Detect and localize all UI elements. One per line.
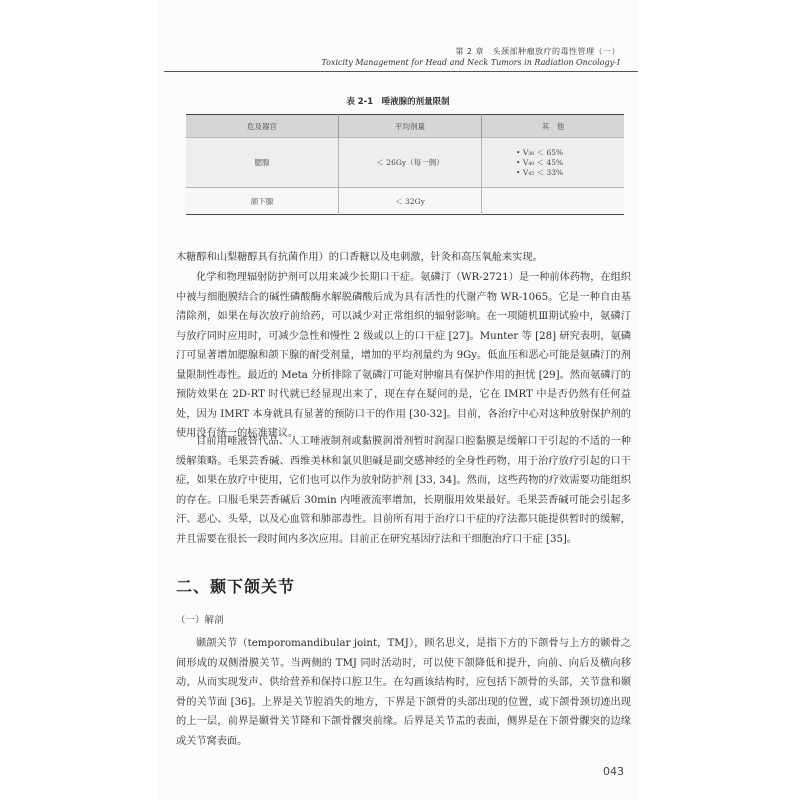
paragraph: 化学和物理辐射防护剂可以用来减少长期口干症。氨磷汀（WR-2721）是一种前体药物，在组织中被与细胞膜结合的碱性磷酸酶水解脱磷酸后成为具有活性的代谢产物 WR-1065。它是一种自由基清除剂，如果在每次放疗前给药，可以减少对正常组织的辐射影响。在一项随机Ⅲ期试验中，氨磷汀与放疗同时应用时，可减少急性和慢性 2 级或以上的口干症 [27]。Munter 等 [28] 研究表明，氨磷汀可显著增加腮腺和颌下腺的耐受剂量，增加的平均剂量约为 9Gy。低血压和恶心可能是氨磷汀的剂量限制性毒性。最近的 Meta 分析排除了氨磷汀可能对肿瘤具有保护作用的担忧 [29]。然而氨磷汀的预防效果在 2D-RT 时代就已经显现出来了，现在存在疑问的是，它在 IMRT 中是否仍然有任何益处，因为 IMRT 本身就具有显著的预防口干的作用 [30-32]。目前，各治疗中心对这种放射保护剂的使用没有统一的标准建议。	[176, 272, 631, 439]
paragraph: 目前用唾液替代品、人工唾液制剂或黏膜润滑剂暂时润湿口腔黏膜是缓解口干引起的不适的一种缓解策略。毛果芸香碱、西维美林和氯贝胆碱是副交感神经的全身性药物，用于治疗放疗引起的口干症，如果在放疗中使用，它们也可以作为放射防护剂 [33, 34]。然而，这些药物的疗效需要功能组织的存在。口服毛果芸香碱后 30min 内唾液流率增加，长期服用效果最好。毛果芸香碱可能会引起多汗、恶心、头晕，以及心血管和肺部毒性。目前所有用于治疗口干症的疗法都只能提供暂时的缓解，并且需要在很长一段时间内多次应用。目前正在研究基因疗法和干细胞治疗口干症 [35]。	[176, 436, 631, 545]
organ-cell: 腮腺	[186, 138, 339, 188]
column-header: 危及器官	[186, 115, 339, 138]
mean-dose-cell: ＜ 26Gy（每一侧）	[339, 138, 482, 188]
book-page	[158, 0, 638, 800]
mean-dose-cell: ＜ 32Gy	[339, 188, 482, 215]
running-header	[321, 46, 620, 68]
paragraph: 颞颌关节（temporomandibular joint，TMJ），顾名思义，是指下方的下颌骨与上方的颞骨之间形成的双侧滑膜关节。当两侧的 TMJ 同时活动时，可以使下颌降低和提升，向前、向后及横向移动，从而实现发声、供给营养和保持口腔卫生。在勾画该结构时，应包括下颌骨的头部，关节盘和颞骨的关节面 [36]。上界是关节腔消失的地方，下界是下颌骨的头部出现的位置，或下颌骨颈切迹出现的上一层，前界是颞骨关节隆和下颌骨髁突前缘。后界是关节盂的表面，侧界是在下颌骨髁突的边缘或关节窝表面。	[176, 638, 631, 747]
subsection-heading: （一）解剖	[176, 615, 224, 626]
table-caption: 表 2-1 唾液腺的剂量限制	[346, 97, 450, 107]
dose-limit-table	[186, 114, 624, 215]
chapter-subtitle: Toxicity Management for Head and Neck Tumors in Radiation Oncology-I	[321, 58, 620, 67]
table-row	[186, 138, 624, 188]
column-header: 平均剂量	[339, 115, 482, 138]
limit-item: • V₄₀ ＜ 45%	[516, 158, 623, 168]
paragraph: 木糖醇和山梨糖醇具有抗菌作用）的口香糖以及电刺激，针灸和高压氧舱来实现。	[176, 252, 543, 263]
section-heading: 二、颞下颌关节	[176, 577, 296, 596]
other-limits-cell	[482, 138, 625, 188]
other-limits-cell	[482, 188, 625, 215]
page-number: 043	[603, 765, 624, 778]
table-row	[186, 188, 624, 215]
limit-item: • V₄₅ ＜ 33%	[516, 168, 623, 178]
table-header-row	[186, 115, 624, 138]
chapter-title: 第 2 章 头颈部肿瘤放疗的毒性管理（一）	[455, 47, 620, 56]
header-rule	[164, 71, 638, 72]
limit-item: • V₃₀ ＜ 65%	[516, 148, 623, 158]
column-header: 其 他	[482, 115, 625, 138]
organ-cell: 颌下腺	[186, 188, 339, 215]
